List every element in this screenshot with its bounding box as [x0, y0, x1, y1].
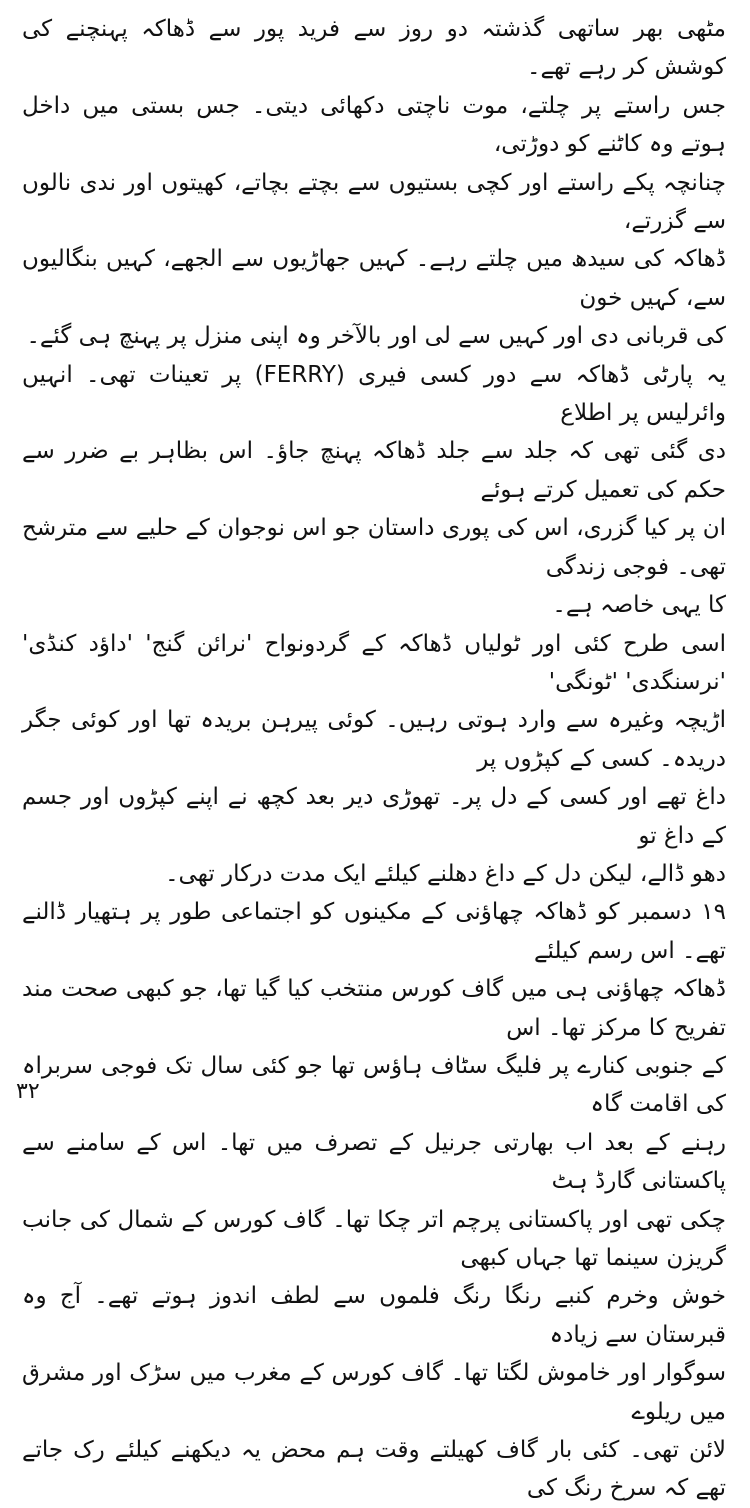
paragraph-3: اسی طرح کئی اور ٹولیاں ڈھاکہ کے گردونواح 'نرائن گنج' 'داؤد کنڈی' 'نرسنگدی' 'ٹونگی' اڑیچہ وغیرہ سے وارد ہوتی رہیں۔ کوئی پیرہن بریدہ تھا اور کوئی جگر دریدہ۔ کسی کے کپڑوں پر داغ تھے اور کسی کے دل پر۔ تھوڑی دیر بعد کچھ نے اپنے کپڑوں اور جسم کے داغ تو دھو ڈالے، لیکن دل کے داغ دھلنے کیلئے ایک مدت درکار تھی۔ [22, 630, 726, 887]
paragraph-2: یہ پارٹی ڈھاکہ سے دور کسی فیری (FERRY) پر تعینات تھی۔ انہیں وائرلیس پر اطلاع دی گئی تھی کہ جلد سے جلد ڈھاکہ پہنچ جاؤ۔ اس بظاہر بے ضرر سے حکم کی تعمیل کرتے ہوئے ان پر کیا گزری، اس کی پوری داستان جو اس نوجوان کے حلیے سے مترشح تھی۔ فوجی زندگی کا یہی خاصہ ہے۔ [22, 361, 726, 619]
paragraph-1: مٹھی بھر ساتھی گذشتہ دو روز سے فرید پور سے ڈھاکہ پہنچنے کی کوشش کر رہے تھے۔ جس راستے پر چلتے، موت ناچتی دکھائی دیتی۔ جس بستی میں داخل ہوتے وہ کاٹنے کو دوڑتی، چنانچہ پکے راستے اور کچی بستیوں سے بچتے بچاتے، کھیتوں اور ندی نالوں سے گزرتے، ڈھاکہ کی سیدھ میں چلتے رہے۔ کہیں جھاڑیوں سے الجھے، کہیں بنگالیوں سے، کہیں خون کی قربانی دی اور کہیں سے لی اور بالآخر وہ اپنی منزل پر پہنچ ہی گئے۔ [22, 16, 726, 350]
paragraph-4: ۱۹ دسمبر کو ڈھاکہ چھاؤنی کے مکینوں کو اجتماعی طور پر ہتھیار ڈالنے تھے۔ اس رسم کیلئے ڈھاکہ چھاؤنی ہی میں گاف کورس منتخب کیا گیا تھا، جو کبھی صحت مند تفریح کا مرکز تھا۔ اس کے جنوبی کنارے پر فلیگ سٹاف ہاؤس تھا جو کئی سال تک فوجی سربراہ کی اقامت گاہ رہنے کے بعد اب بھارتی جرنیل کے تصرف میں تھا۔ اس کے سامنے سے پاکستانی گارڈ ہٹ چکی تھی اور پاکستانی پرچم اتر چکا تھا۔ گاف کورس کے شمال کی جانب گریزن سینما تھا جہاں کبھی خوش وخرم کنبے رنگا رنگ فلموں سے لطف اندوز ہوتے تھے۔ آج وہ قبرستان سے زیادہ سوگوار اور خاموش لگتا تھا۔ گاف کورس کے مغرب میں سڑک اور مشرق میں ریلوے لائن تھی۔ کئی بار گاف کھیلتے وقت ہم محض یہ دیکھنے کیلئے رک جاتے تھے کہ سرخ رنگ کی [22, 899, 726, 1502]
page-number: ۳۲ [16, 1079, 40, 1104]
page-body-text [22, 10, 726, 1508]
